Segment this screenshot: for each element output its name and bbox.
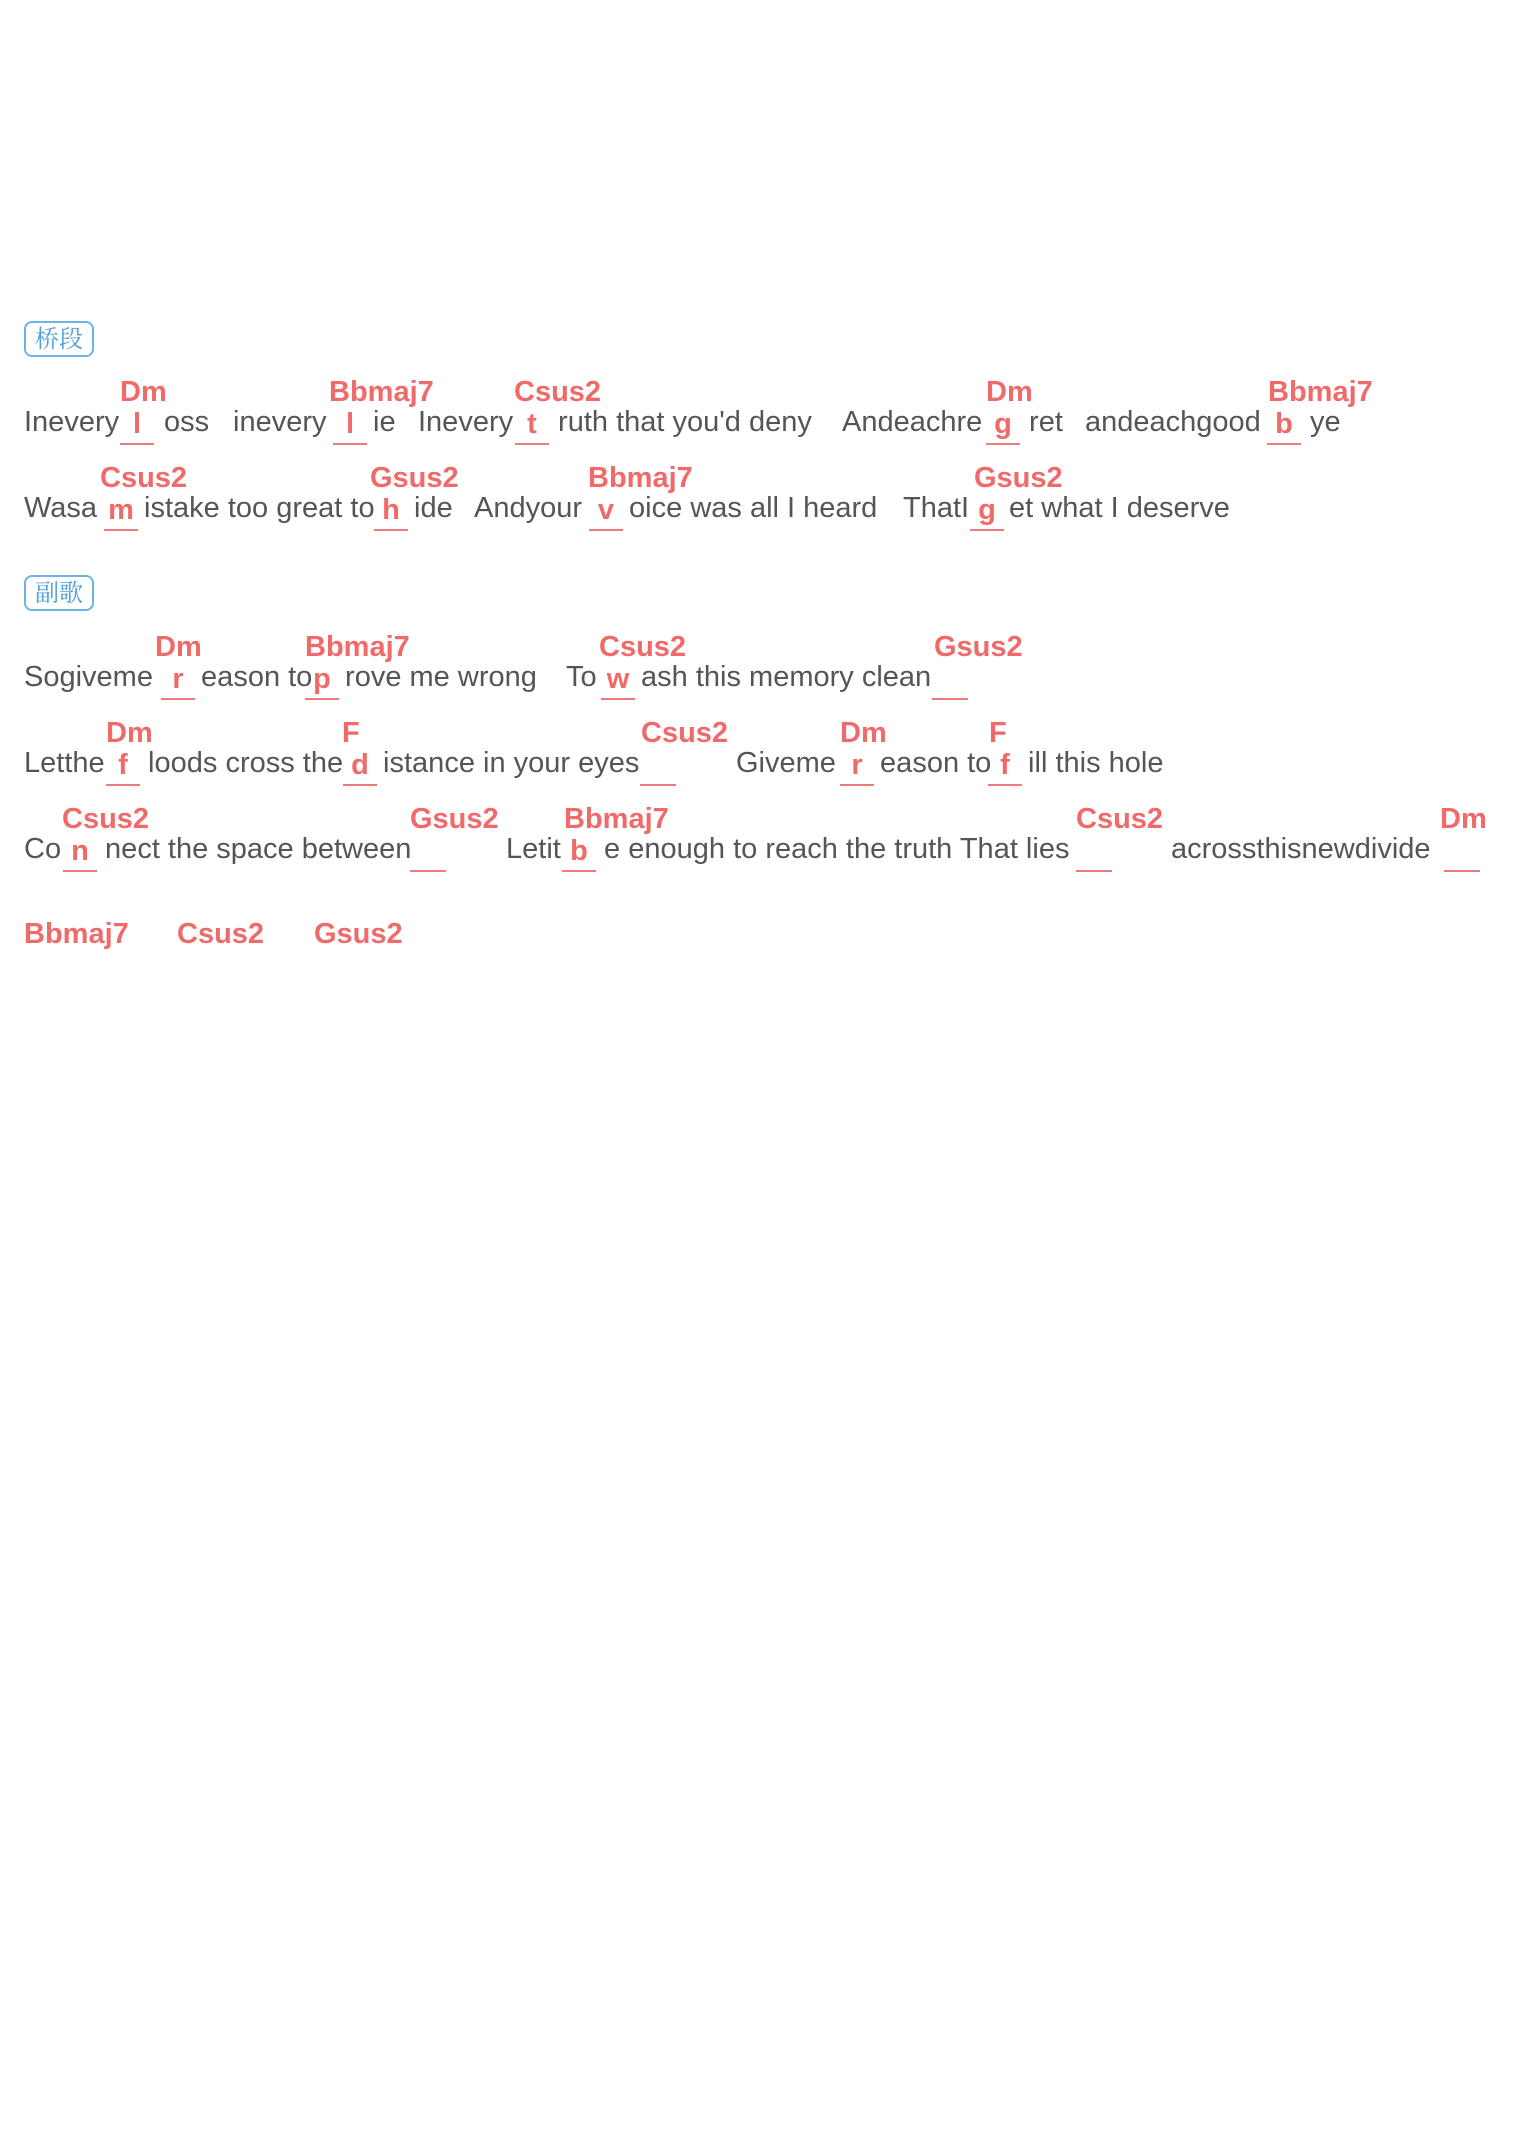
highlight-letter: h <box>382 494 400 526</box>
lyric-text: Letthe <box>24 747 113 779</box>
chord-label: Gsus2 <box>974 462 1063 494</box>
chord-label: Bbmaj7 <box>1268 376 1373 408</box>
chord-anchor-underline <box>305 698 339 700</box>
lyric-text: acrossthisnewdivide <box>1171 833 1431 865</box>
chord-label: Bbmaj7 <box>588 462 693 494</box>
chord-label: Dm <box>106 717 153 749</box>
section-label: 副歌 <box>24 575 94 611</box>
highlight-letter: g <box>994 408 1012 440</box>
chord-anchor-underline <box>1444 870 1480 872</box>
chord-label: F <box>342 717 360 749</box>
lyric-text: rove me wrong <box>337 661 537 693</box>
chord-label: Dm <box>986 376 1033 408</box>
chord-anchor-underline <box>63 870 97 872</box>
chord-label: Csus2 <box>62 803 150 835</box>
lyric-text: Wasa <box>24 492 106 524</box>
chord-label: Csus2 <box>1076 803 1164 835</box>
highlight-letter: r <box>851 749 863 781</box>
lyric-text: ash this memory clean <box>633 661 932 693</box>
chord-label: Csus2 <box>514 376 602 408</box>
lyric-text: eason to <box>872 747 992 779</box>
chord-anchor-underline <box>410 870 446 872</box>
lyric-text: et what I deserve <box>1001 492 1230 524</box>
highlight-letter: f <box>1000 749 1010 781</box>
highlight-letter: p <box>313 663 331 695</box>
highlight-letter: f <box>118 749 128 781</box>
lyric-text: e enough to reach the truth That lies <box>596 833 1070 865</box>
chord-anchor-underline <box>333 443 367 445</box>
highlight-letter: l <box>132 408 142 440</box>
lyric-text: ide <box>406 492 453 524</box>
chord-label: Dm <box>840 717 887 749</box>
lyric-text: Inevery <box>24 406 128 438</box>
lyric-text: eason to <box>193 661 313 693</box>
lyric-text: ie <box>365 406 396 438</box>
chord-label: Dm <box>155 631 202 663</box>
lyric-text: istake too great to <box>136 492 375 524</box>
highlight-letter: l <box>345 408 355 440</box>
chord-anchor-underline <box>120 443 154 445</box>
chord-anchor-underline <box>1076 870 1112 872</box>
chord-label: Csus2 <box>599 631 687 663</box>
chord-label: Gsus2 <box>410 803 499 835</box>
chord-label: Bbmaj7 <box>24 918 129 950</box>
chord-anchor-underline <box>374 529 408 531</box>
chord-anchor-underline <box>970 529 1004 531</box>
chord-label: Bbmaj7 <box>305 631 410 663</box>
lyric-text: ret <box>1021 406 1063 438</box>
chord-anchor-underline <box>932 698 968 700</box>
lyric-text: Co <box>24 833 70 865</box>
lyric-text: ill this hole <box>1020 747 1164 779</box>
lyric-text: istance in your eyes <box>375 747 640 779</box>
highlight-letter: d <box>351 749 369 781</box>
chord-label: Csus2 <box>177 918 265 950</box>
chord-label: F <box>989 717 1007 749</box>
lyric-text: oice was all I heard <box>621 492 878 524</box>
chord-label: Csus2 <box>641 717 729 749</box>
lyric-text: ruth that you'd deny <box>550 406 812 438</box>
chord-label: Dm <box>120 376 167 408</box>
chord-anchor-underline <box>515 443 549 445</box>
highlight-letter: r <box>172 663 184 695</box>
highlight-letter: b <box>570 835 588 867</box>
chord-label: Gsus2 <box>934 631 1023 663</box>
chord-anchor-underline <box>601 698 635 700</box>
chord-label: Bbmaj7 <box>564 803 669 835</box>
lyric-text: inevery <box>233 406 335 438</box>
section-label: 桥段 <box>24 321 94 357</box>
lyric-text: To <box>566 661 605 693</box>
chord-anchor-underline <box>840 784 874 786</box>
chord-label: Gsus2 <box>314 918 403 950</box>
lyric-text: Letit <box>506 833 569 865</box>
chord-label: Csus2 <box>100 462 188 494</box>
chord-anchor-underline <box>562 870 596 872</box>
chord-label: Dm <box>1440 803 1487 835</box>
chord-anchor-underline <box>589 529 623 531</box>
lyric-text: ye <box>1302 406 1341 438</box>
lyric-text: oss <box>156 406 210 438</box>
highlight-letter: v <box>597 494 615 526</box>
highlight-letter: w <box>606 663 630 695</box>
lyric-text: andeachgood <box>1085 406 1269 438</box>
chord-anchor-underline <box>1267 443 1301 445</box>
highlight-letter: m <box>108 494 134 526</box>
lyric-text: Sogiveme <box>24 661 162 693</box>
highlight-letter: n <box>71 835 89 867</box>
lyric-text: ThatI <box>903 492 978 524</box>
lyric-text: Inevery <box>418 406 522 438</box>
chord-anchor-underline <box>640 784 676 786</box>
highlight-letter: t <box>527 408 537 440</box>
highlight-letter: b <box>1275 408 1293 440</box>
chord-anchor-underline <box>986 443 1020 445</box>
chord-anchor-underline <box>988 784 1022 786</box>
highlight-letter: g <box>978 494 996 526</box>
lyric-text: Andeachre <box>842 406 991 438</box>
chord-anchor-underline <box>106 784 140 786</box>
chord-label: Gsus2 <box>370 462 459 494</box>
lyric-text: nect the space between <box>97 833 412 865</box>
lyric-text: Andyour <box>474 492 591 524</box>
chord-anchor-underline <box>104 529 138 531</box>
chord-anchor-underline <box>343 784 377 786</box>
lyric-text: Giveme <box>736 747 844 779</box>
chord-anchor-underline <box>161 698 195 700</box>
chord-label: Bbmaj7 <box>329 376 434 408</box>
lyric-text: loods cross the <box>140 747 344 779</box>
